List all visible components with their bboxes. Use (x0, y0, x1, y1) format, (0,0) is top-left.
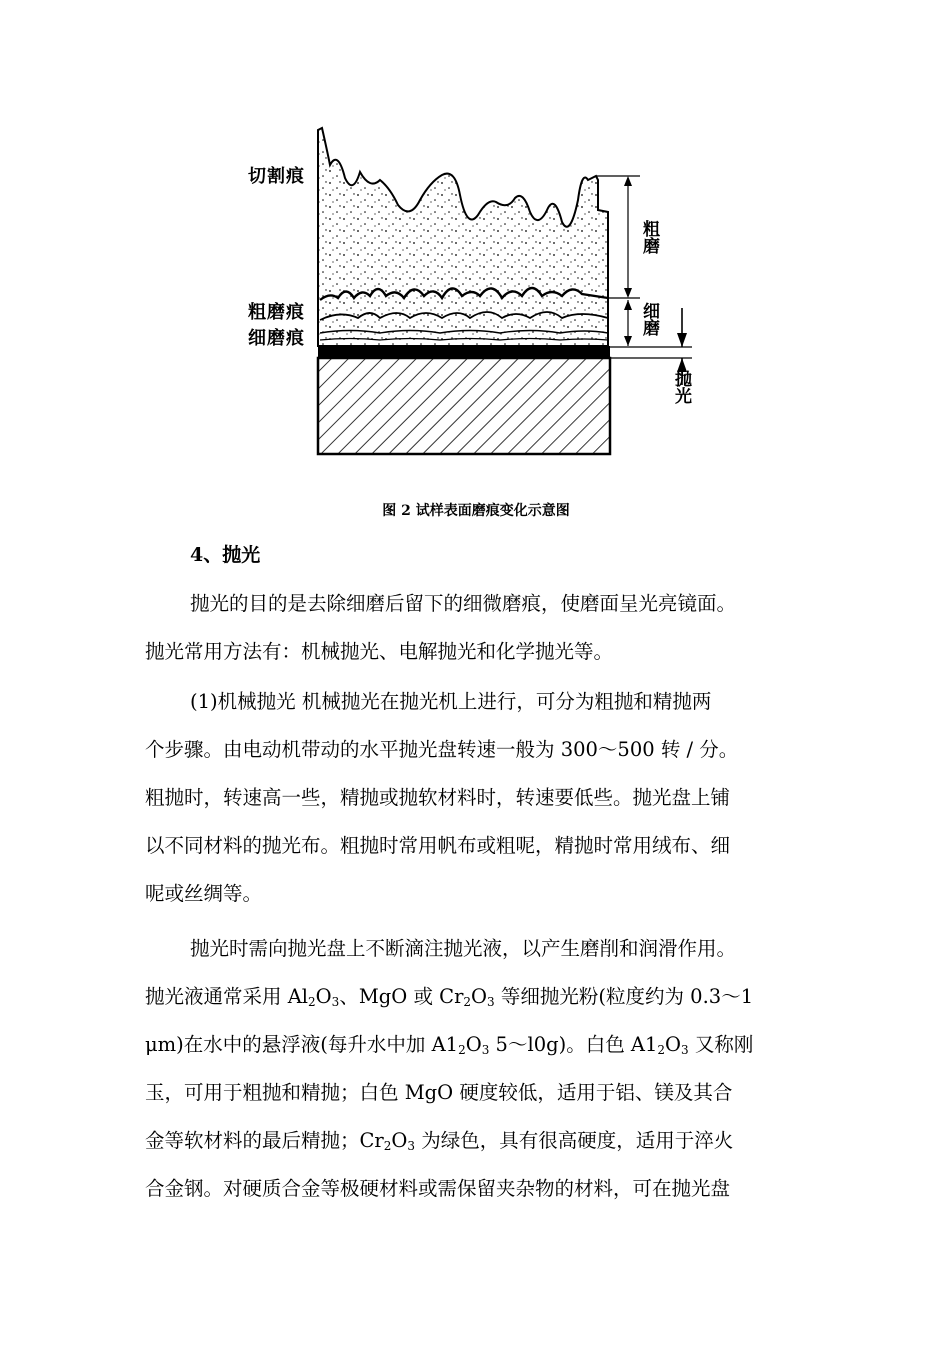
arrow-up-icon (624, 300, 632, 310)
paragraph-3 (145, 925, 810, 1213)
p1-line-2: 抛光常用方法有：机械抛光、电解抛光和化学抛光等。 (145, 640, 614, 663)
arrow-down-icon (677, 333, 687, 347)
p3-line-1: 抛光时需向抛光盘上不断滴注抛光液，以产生磨削和润滑作用。 (190, 937, 737, 960)
p1-line-1: 抛光的目的是去除细磨后留下的细微磨痕，使磨面呈光亮镜面。 (190, 592, 737, 615)
polished-layer (318, 346, 610, 358)
figure-caption: 图 2 试样表面磨痕变化示意图 (382, 503, 570, 519)
p3-line-3: μm)在水中的悬浮液(每升水中加 $A1_2O_3$ 5～l0g)。白色 $A1_2O_3$ 又称刚 (145, 1033, 754, 1057)
p2-line-4: 以不同材料的抛光布。粗抛时常用帆布或粗呢，精抛时常用绒布、细 (145, 834, 731, 857)
stage-coarse: 粗磨 (639, 220, 659, 254)
figure-surface-scratch-diagram (230, 120, 710, 465)
p3-line-2: 抛光液通常采用 $Al_2O_3$、MgO 或 $Cr_2O_3$ 等细抛光粉(粒度约为 0.3～1 (145, 985, 754, 1009)
arrow-down-icon (624, 336, 632, 346)
paragraph-1 (145, 580, 810, 676)
section-heading: 4、抛光 (190, 544, 261, 566)
paragraph-2 (145, 678, 810, 918)
p2-line-3: 粗抛时，转速高一些，精抛或抛软材料时，转速要低些。抛光盘上铺 (145, 786, 731, 809)
p3-line-4: 玉，可用于粗抛和精抛；白色 MgO 硬度较低，适用于铝、镁及其合 (145, 1081, 733, 1104)
arrow-down-icon (624, 288, 632, 298)
label-cut-marks: 切割痕 (248, 166, 305, 187)
p3-line-6: 合金钢。对硬质合金等极硬材料或需保留夹杂物的材料，可在抛光盘 (145, 1177, 731, 1200)
stage-fine: 细磨 (639, 302, 659, 336)
p2-line-1: (1)机械抛光 机械抛光在抛光机上进行，可分为粗抛和精抛两 (190, 690, 712, 713)
p3-line-5: 金等软材料的最后精抛；$Cr_2O_3$ 为绿色，具有很高硬度，适用于淬火 (145, 1129, 734, 1153)
label-coarse-marks: 粗磨痕 (248, 302, 305, 323)
substrate-block (318, 358, 610, 454)
p2-line-5: 呢或丝绸等。 (145, 882, 263, 905)
label-fine-marks: 细磨痕 (248, 328, 305, 349)
stage-polish: 抛光 (671, 370, 691, 404)
arrow-up-icon (624, 176, 632, 186)
p2-line-2: 个步骤。由电动机带动的水平抛光盘转速一般为 300～500 转 / 分。 (145, 738, 739, 761)
